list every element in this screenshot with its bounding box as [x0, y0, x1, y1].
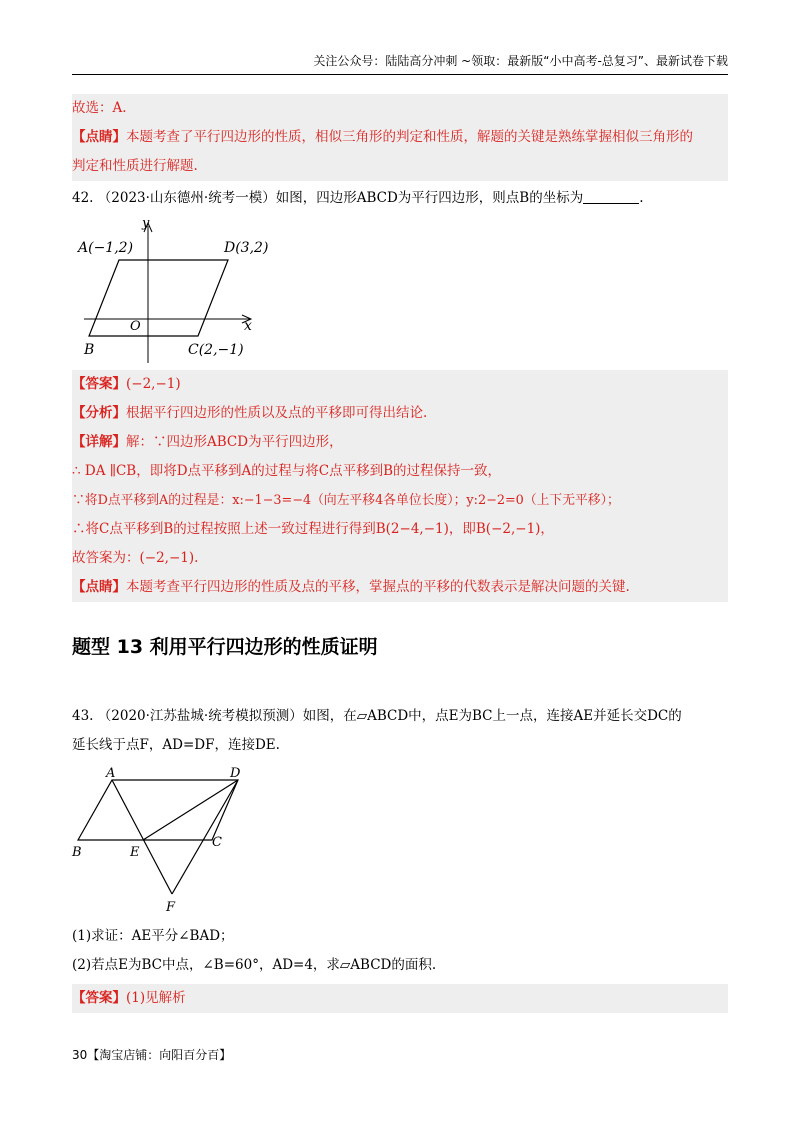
section-heading: 题型 13 利用平行四边形的性质证明	[72, 636, 378, 658]
answer-value-43: (1)见解析	[126, 990, 186, 1006]
question-43-parts	[72, 922, 728, 980]
point-a-label-2: A	[106, 766, 116, 781]
point-d-label: D(3,2)	[224, 240, 269, 256]
analysis-tag: 【分析】	[72, 405, 126, 421]
question-42	[72, 184, 728, 213]
point-b-label-2: B	[72, 845, 82, 860]
y-label: y	[142, 218, 150, 231]
remark-text-42: 本题考查平行四边形的性质及点的平移，掌握点的平移的代数表示是解决问题的关键.	[126, 579, 630, 595]
answer-line-43	[72, 984, 728, 1013]
point-a-label: A(−1,2)	[78, 240, 134, 256]
question-43-part-1: (1)求证：AE平分∠BAD；	[72, 928, 234, 944]
point-e-label: E	[130, 845, 140, 860]
answer-tag: 【答案】	[72, 376, 126, 392]
question-43	[72, 702, 728, 760]
analysis-text: 根据平行四边形的性质以及点的平移即可得出结论.	[126, 405, 428, 421]
detail-tag: 【详解】	[72, 434, 126, 450]
point-d-label-2: D	[230, 766, 241, 781]
question-42-stem: 42. （2023·山东德州·统考一模）如图，四边形ABCD为平行四边形，则点B的坐标为	[72, 190, 584, 206]
question-42-end: .	[639, 190, 644, 206]
answer-tag-43: 【答案】	[72, 990, 126, 1006]
segment-af	[112, 780, 172, 894]
detail-line-4: ∴将C点平移到B的过程按照上述一致过程进行得到B(2−4,−1)，即B(−2,−1)，	[72, 521, 554, 537]
point-f-label: F	[166, 900, 176, 915]
detail-line-5: 故答案为：(−2,−1).	[72, 550, 199, 566]
answer-value: (−2,−1)	[126, 376, 181, 392]
parallelogram-abcd	[89, 260, 228, 336]
coordinate-parallelogram-figure	[72, 218, 272, 368]
detail-line-1	[72, 428, 728, 457]
segment-df	[172, 780, 238, 894]
remark-line-1	[72, 123, 728, 152]
remark-tag-42: 【点睛】	[72, 579, 126, 595]
previous-solution-block	[72, 94, 728, 181]
detail-line-3: ∵将D点平移到A的过程是：x:−1−3=−4（向左平移4各单位长度）；y:2−2=0（上下无平移）；	[72, 493, 620, 508]
choice-line: 故选：A.	[72, 100, 127, 116]
question-43-part-2: (2)若点E为BC中点，∠B=60°，AD=4，求▱ABCD的面积.	[72, 957, 437, 973]
page-footer: 30【淘宝店铺：向阳百分百】	[72, 1048, 232, 1062]
remark-tag: 【点睛】	[72, 129, 126, 145]
question-42-text	[72, 184, 728, 213]
question-43-line-2: 延长线于点F，AD=DF，连接DE.	[72, 737, 280, 753]
question-42-solution	[72, 370, 728, 602]
analysis-line	[72, 399, 728, 428]
point-b-label: B	[84, 342, 95, 358]
remark-line-2: 判定和性质进行解题.	[72, 158, 198, 174]
remark-text: 本题考查了平行四边形的性质，相似三角形的判定和性质，解题的关键是熟练掌握相似三角形的	[126, 129, 693, 145]
origin-label: O	[130, 319, 141, 334]
detail-text-1: 解：∵四边形ABCD为平行四边形，	[126, 434, 343, 450]
point-c-label-2: C	[212, 835, 222, 850]
detail-line-2: ∴ DA ∥CB，即将D点平移到A的过程与将C点平移到B的过程保持一致，	[72, 463, 502, 479]
answer-blank	[583, 189, 639, 204]
question-43-line-1: 43. （2020·江苏盐城·统考模拟预测）如图，在▱ABCD中，点E为BC上一点，连接AE并延长交DC的	[72, 708, 682, 724]
segment-de	[143, 780, 238, 840]
remark-line	[72, 573, 728, 602]
page-header: 关注公众号：陆陆高分冲刺 ~领取：最新版“小中高考-总复习”、最新试卷下载	[72, 52, 728, 75]
x-label: x	[244, 318, 252, 334]
parallelogram-triangle-figure	[66, 766, 256, 916]
point-c-label: C(2,−1)	[188, 342, 244, 358]
question-43-answer	[72, 984, 728, 1013]
answer-line	[72, 370, 728, 399]
